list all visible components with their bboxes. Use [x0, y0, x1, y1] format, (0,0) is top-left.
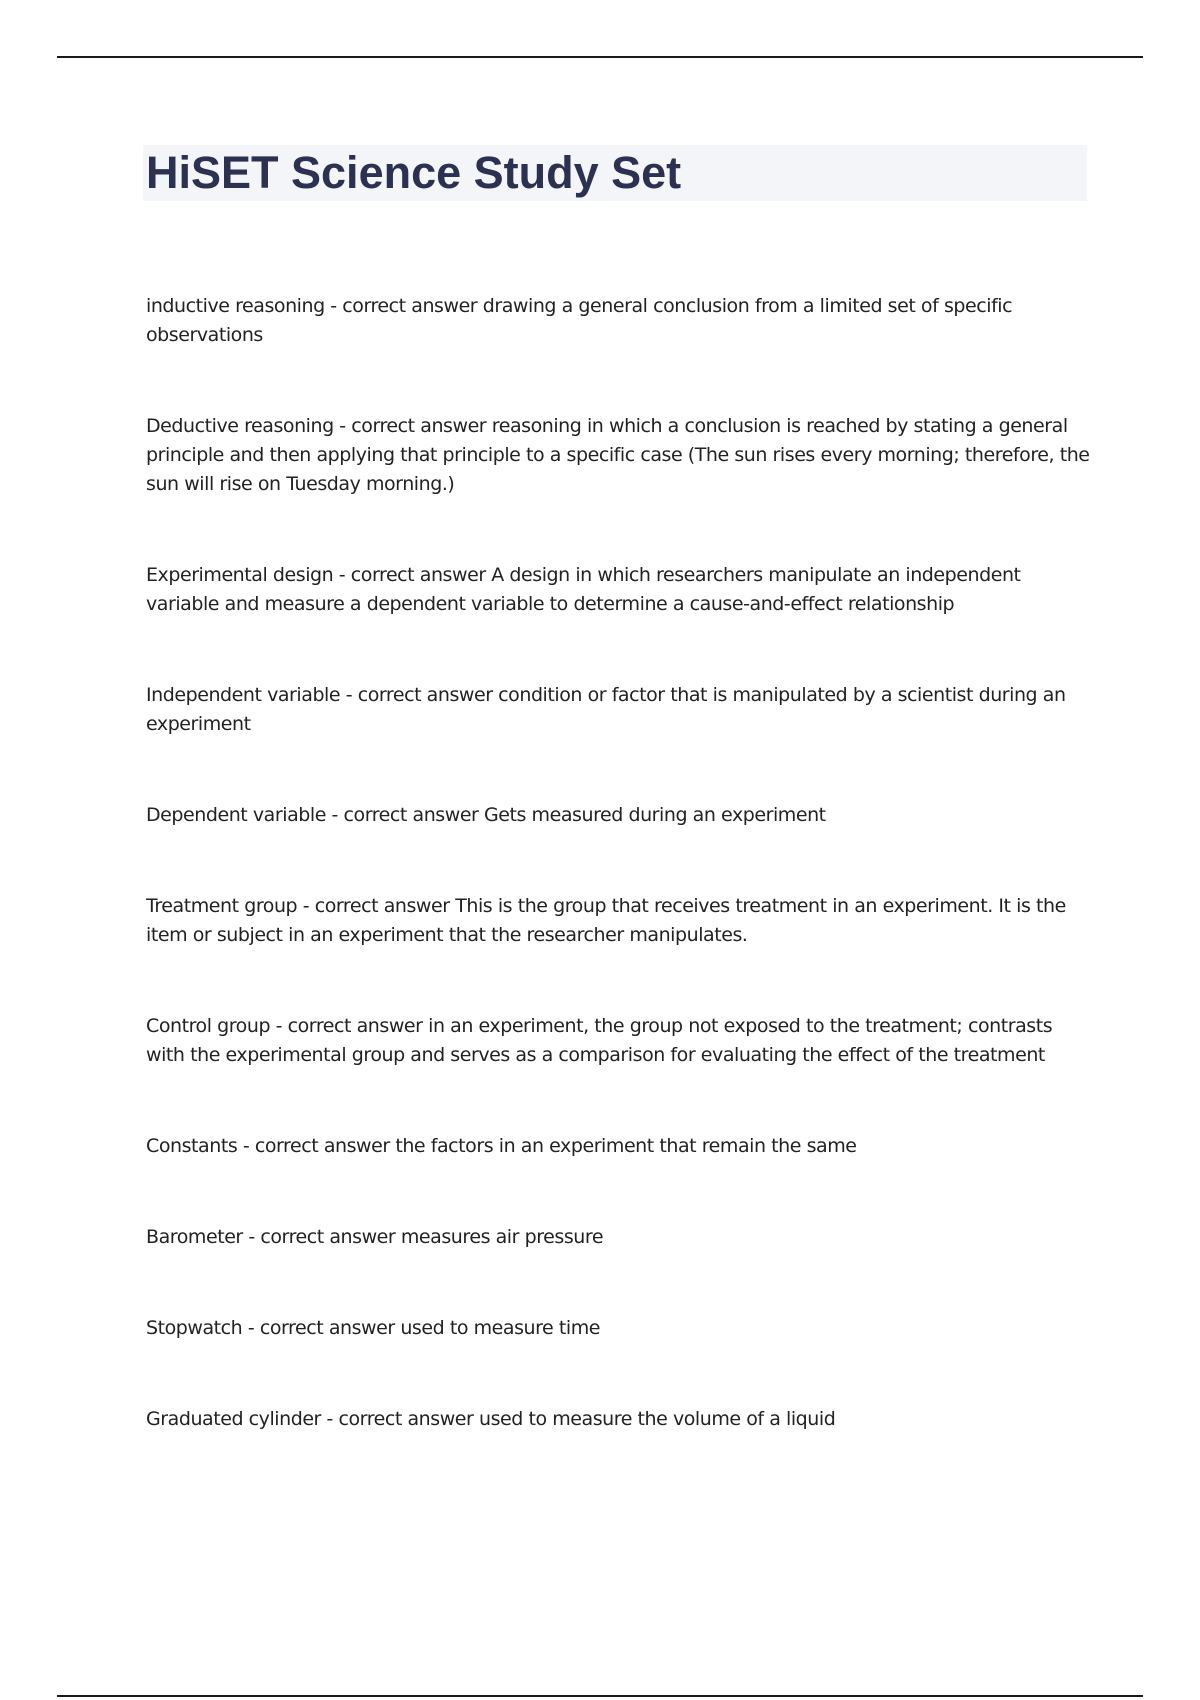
document-title: HiSET Science Study Set — [146, 147, 682, 198]
entry-stopwatch: Stopwatch - correct answer used to measure time — [146, 1317, 601, 1339]
entry-deductive-reasoning: Deductive reasoning - correct answer reasoning in which a conclusion is reached by stating a general principle and then applying that principle to a specific case (The sun rises every morning; therefore, the sun will rise on Tuesday morning.) — [146, 415, 1090, 495]
bottom-rule — [57, 1695, 1143, 1697]
entry-control-group: Control group - correct answer in an experiment, the group not exposed to the treatment; contrasts with the experimental group and serves as a comparison for evaluating the effect of the treatment — [146, 1015, 1053, 1066]
entry-constants: Constants - correct answer the factors in an experiment that remain the same — [146, 1135, 857, 1157]
entry-independent-variable: Independent variable - correct answer condition or factor that is manipulated by a scientist during an experiment — [146, 684, 1066, 735]
entry-experimental-design: Experimental design - correct answer A design in which researchers manipulate an independent variable and measure a dependent variable to determine a cause-and-effect relationship — [146, 564, 1021, 615]
entry-graduated-cylinder: Graduated cylinder - correct answer used to measure the volume of a liquid — [146, 1408, 836, 1430]
entry-treatment-group: Treatment group - correct answer This is the group that receives treatment in an experiment. It is the item or subject in an experiment that the researcher manipulates. — [146, 895, 1066, 946]
title-band — [143, 145, 1087, 201]
entry-inductive-reasoning: inductive reasoning - correct answer drawing a general conclusion from a limited set of specific observations — [146, 295, 1013, 346]
top-rule — [57, 56, 1143, 58]
entry-barometer: Barometer - correct answer measures air pressure — [146, 1226, 604, 1248]
entry-list — [146, 292, 1096, 1434]
entry-dependent-variable: Dependent variable - correct answer Gets measured during an experiment — [146, 804, 826, 826]
